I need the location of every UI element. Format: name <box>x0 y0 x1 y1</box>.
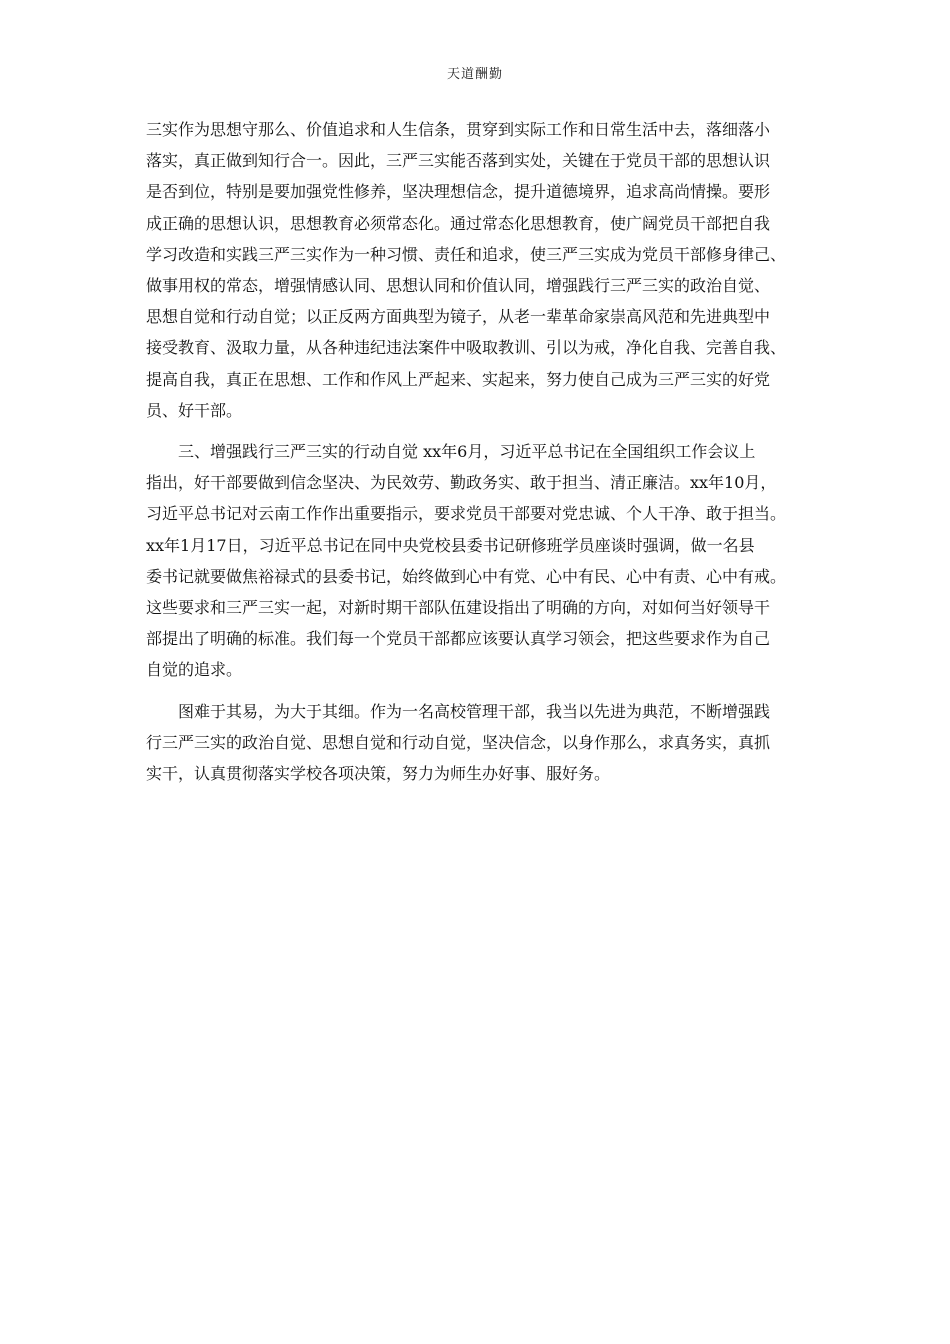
paragraph-line: 这些要求和三严三实一起，对新时期干部队伍建设指出了明确的方向，对如何当好领导干 <box>146 598 771 618</box>
paragraph-line: xx年1月17日，习近平总书记在同中央党校县委书记研修班学员座谈时强调，做一名县 <box>146 535 755 555</box>
paragraph-line: 思想自觉和行动自觉；以正反两方面典型为镜子，从老一辈革命家崇高风范和先进典型中 <box>146 307 771 327</box>
paragraph-line: 落实，真正做到知行合一。因此，三严三实能否落到实处，关键在于党员干部的思想认识 <box>146 151 771 171</box>
paragraph-line: 员、好干部。 <box>146 400 243 420</box>
paragraph-line: 自觉的追求。 <box>146 660 243 680</box>
document-body <box>146 114 806 799</box>
paragraph-line: 实干，认真贯彻落实学校各项决策，努力为师生办好事、服好务。 <box>146 764 611 784</box>
paragraph-line: 习近平总书记对云南工作作出重要指示，要求党员干部要对党忠诚、个人干净、敢于担当。 <box>146 504 787 524</box>
paragraph-3 <box>146 696 806 790</box>
paragraph-line: 三实作为思想守那么、价值追求和人生信条，贯穿到实际工作和日常生活中去，落细落小 <box>146 120 771 139</box>
page-header: 天道酬勤 <box>446 67 503 82</box>
paragraph-line: 部提出了明确的标准。我们每一个党员干部都应该要认真学习领会，把这些要求作为自己 <box>146 629 771 649</box>
paragraph-line: 指出，好干部要做到信念坚决、为民效劳、勤政务实、敢于担当、清正廉洁。xx年10月， <box>146 473 777 493</box>
paragraph-1 <box>146 114 806 426</box>
paragraph-line: 委书记就要做焦裕禄式的县委书记，始终做到心中有党、心中有民、心中有责、心中有戒。 <box>146 566 787 586</box>
paragraph-line: 图难于其易，为大于其细。作为一名高校管理干部，我当以先进为典范，不断增强践 <box>178 701 771 721</box>
paragraph-line: 做事用权的常态，增强情感认同、思想认同和价值认同，增强践行三严三实的政治自觉、 <box>146 276 771 296</box>
paragraph-line: 行三严三实的政治自觉、思想自觉和行动自觉，坚决信念，以身作那么，求真务实，真抓 <box>146 732 771 752</box>
paragraph-line: 提高自我，真正在思想、工作和作风上严起来、实起来，努力使自己成为三严三实的好党 <box>146 369 771 389</box>
paragraph-line: 学习改造和实践三严三实作为一种习惯、责任和追求，使三严三实成为党员干部修身律己、 <box>146 244 787 264</box>
paragraph-line: 是否到位，特别是要加强党性修养，坚决理想信念，提升道德境界，追求高尚情操。要形 <box>146 182 771 202</box>
paragraph-2 <box>146 436 806 686</box>
paragraph-line: 三、增强践行三严三实的行动自觉 xx年6月，习近平总书记在全国组织工作会议上 <box>178 442 756 462</box>
paragraph-line: 接受教育、汲取力量，从各种违纪违法案件中吸取教训、引以为戒，净化自我、完善自我、 <box>146 338 787 358</box>
paragraph-line: 成正确的思想认识，思想教育必须常态化。通过常态化思想教育，使广阔党员干部把自我 <box>146 213 771 233</box>
